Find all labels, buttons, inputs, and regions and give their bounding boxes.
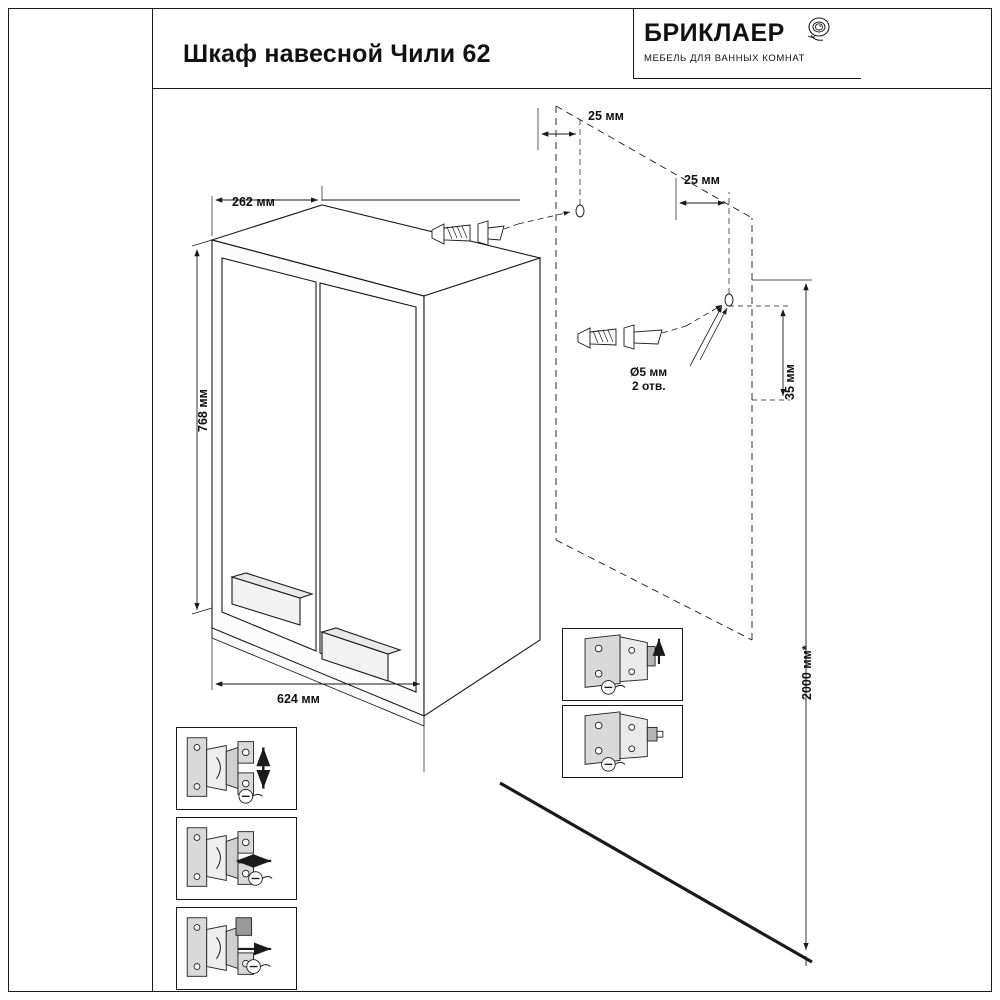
label-floor-height: 2000 мм* [800,645,814,700]
bracket-hook-icon [563,629,682,700]
hole-spec-leader [690,306,727,366]
dimension-mount-drop [729,306,790,400]
hinge-depth-adjust-icon [177,818,296,899]
brand-name: БРИКЛАЕР [644,19,785,47]
bracket-step-1 [562,628,683,701]
label-width: 624 мм [277,692,320,706]
screw-lower [578,305,722,349]
hinge-step-2 [176,817,297,900]
bracket-step-2 [562,705,683,778]
mount-hole-upper [538,108,584,217]
page-title: Шкаф навесной Чили 62 [183,40,491,68]
label-hole-count: 2 отв. [632,379,666,393]
hinge-step-1 [176,727,297,810]
dimension-floor-height [752,280,812,966]
floor-line [500,783,812,962]
brand-tagline: МЕБЕЛЬ ДЛЯ ВАННЫХ КОМНАТ [644,53,805,64]
hinge-vertical-adjust-icon [177,728,296,809]
mount-hole-lower [676,178,733,306]
label-mount-offset-right: 25 мм [684,173,720,187]
bracket-screw-icon [563,706,682,777]
label-depth: 262 мм [232,195,275,209]
label-height: 768 мм [196,389,210,432]
label-hole-diameter: Ø5 мм [630,365,668,379]
label-mount-offset-top: 25 мм [588,109,624,123]
hinge-step-3 [176,907,297,990]
label-mount-drop: 35 мм [783,364,797,400]
hinge-release-icon [177,908,296,989]
screw-upper [432,212,570,245]
